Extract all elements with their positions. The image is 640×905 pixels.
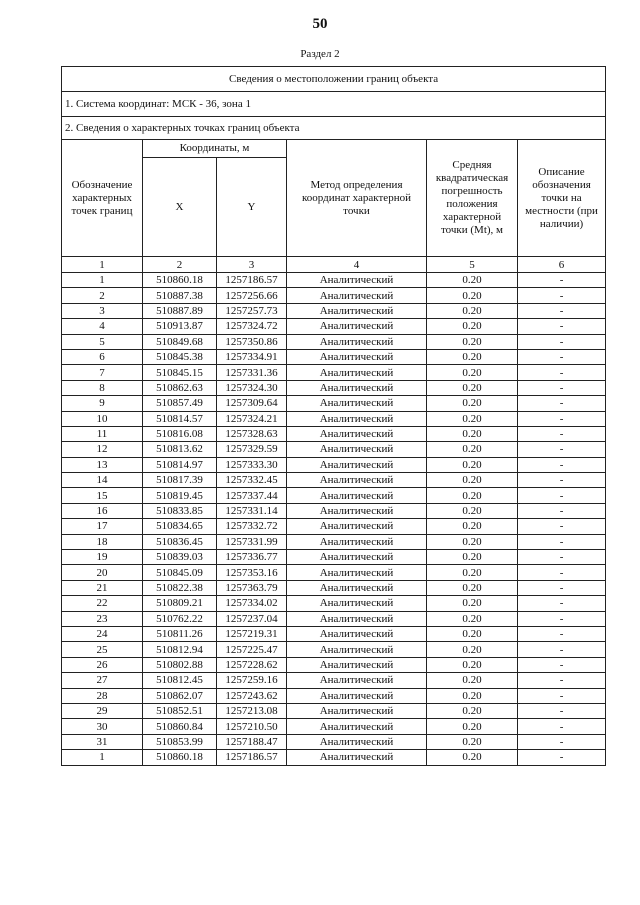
- cell-error: 0.20: [427, 565, 518, 580]
- table-row: [62, 580, 606, 595]
- table-row: [62, 457, 606, 472]
- cell-error: 0.20: [427, 411, 518, 426]
- cell-point: 8: [62, 380, 143, 395]
- cell-x: 510845.15: [143, 365, 217, 380]
- cell-error: 0.20: [427, 442, 518, 457]
- table-row: [62, 411, 606, 426]
- cell-error: 0.20: [427, 365, 518, 380]
- cell-y: 1257353.16: [217, 565, 287, 580]
- column-number: 1: [62, 257, 143, 273]
- cell-point: 31: [62, 734, 143, 749]
- cell-x: 510887.38: [143, 288, 217, 303]
- cell-point: 16: [62, 503, 143, 518]
- table-row: [62, 673, 606, 688]
- table-row: [62, 365, 606, 380]
- cell-y: 1257228.62: [217, 657, 287, 672]
- coord-system-row: 1. Система координат: МСК - 36, зона 1: [62, 92, 606, 117]
- header-point: Обозначение характерных точек границ: [62, 140, 143, 257]
- cell-method: Аналитический: [287, 596, 427, 611]
- cell-error: 0.20: [427, 688, 518, 703]
- cell-y: 1257259.16: [217, 673, 287, 688]
- cell-method: Аналитический: [287, 380, 427, 395]
- cell-y: 1257337.44: [217, 488, 287, 503]
- cell-point: 4: [62, 319, 143, 334]
- cell-x: 510814.57: [143, 411, 217, 426]
- column-number: 4: [287, 257, 427, 273]
- cell-method: Аналитический: [287, 273, 427, 288]
- header-error: Средняя квадратическая погрешность положения характерной точки (Mt), м: [427, 140, 518, 257]
- cell-method: Аналитический: [287, 642, 427, 657]
- cell-error: 0.20: [427, 719, 518, 734]
- cell-x: 510834.65: [143, 519, 217, 534]
- cell-y: 1257324.72: [217, 319, 287, 334]
- cell-point: 5: [62, 334, 143, 349]
- table-row: [62, 657, 606, 672]
- cell-method: Аналитический: [287, 519, 427, 534]
- cell-error: 0.20: [427, 503, 518, 518]
- cell-x: 510822.38: [143, 580, 217, 595]
- boundary-points-table: [61, 66, 606, 766]
- cell-error: 0.20: [427, 596, 518, 611]
- table-row: [62, 750, 606, 765]
- table-row: [62, 349, 606, 364]
- cell-error: 0.20: [427, 349, 518, 364]
- header-y: Y: [217, 158, 287, 257]
- cell-point: 22: [62, 596, 143, 611]
- cell-point: 27: [62, 673, 143, 688]
- cell-point: 15: [62, 488, 143, 503]
- cell-x: 510817.39: [143, 473, 217, 488]
- table-row: [62, 550, 606, 565]
- cell-y: 1257186.57: [217, 750, 287, 765]
- cell-point: 3: [62, 303, 143, 318]
- table-row: [62, 473, 606, 488]
- table-row: [62, 334, 606, 349]
- table-row: [62, 703, 606, 718]
- cell-point: 6: [62, 349, 143, 364]
- column-numbers-row: [62, 257, 606, 273]
- table-row: [62, 288, 606, 303]
- cell-x: 510913.87: [143, 319, 217, 334]
- cell-y: 1257188.47: [217, 734, 287, 749]
- cell-method: Аналитический: [287, 565, 427, 580]
- cell-error: 0.20: [427, 273, 518, 288]
- cell-x: 510862.63: [143, 380, 217, 395]
- cell-description: -: [518, 349, 606, 364]
- cell-description: -: [518, 442, 606, 457]
- cell-description: -: [518, 503, 606, 518]
- cell-method: Аналитический: [287, 719, 427, 734]
- cell-x: 510845.09: [143, 565, 217, 580]
- cell-y: 1257237.04: [217, 611, 287, 626]
- cell-error: 0.20: [427, 642, 518, 657]
- cell-point: 19: [62, 550, 143, 565]
- cell-point: 11: [62, 426, 143, 441]
- cell-description: -: [518, 580, 606, 595]
- cell-method: Аналитический: [287, 503, 427, 518]
- header-description: Описание обозначения точки на местности (при наличии): [518, 140, 606, 257]
- cell-y: 1257331.99: [217, 534, 287, 549]
- cell-point: 7: [62, 365, 143, 380]
- cell-error: 0.20: [427, 750, 518, 765]
- cell-x: 510811.26: [143, 626, 217, 641]
- cell-description: -: [518, 334, 606, 349]
- table-row: [62, 380, 606, 395]
- cell-description: -: [518, 565, 606, 580]
- cell-method: Аналитический: [287, 580, 427, 595]
- cell-description: -: [518, 626, 606, 641]
- cell-point: 13: [62, 457, 143, 472]
- cell-description: -: [518, 719, 606, 734]
- cell-error: 0.20: [427, 703, 518, 718]
- cell-y: 1257329.59: [217, 442, 287, 457]
- cell-description: -: [518, 750, 606, 765]
- points-title-row: 2. Сведения о характерных точках границ объекта: [62, 117, 606, 140]
- column-number: 3: [217, 257, 287, 273]
- cell-x: 510860.18: [143, 273, 217, 288]
- column-number: 5: [427, 257, 518, 273]
- table-row: [62, 596, 606, 611]
- cell-description: -: [518, 457, 606, 472]
- cell-y: 1257219.31: [217, 626, 287, 641]
- cell-error: 0.20: [427, 534, 518, 549]
- cell-method: Аналитический: [287, 611, 427, 626]
- cell-method: Аналитический: [287, 442, 427, 457]
- cell-y: 1257328.63: [217, 426, 287, 441]
- cell-y: 1257331.36: [217, 365, 287, 380]
- cell-y: 1257213.08: [217, 703, 287, 718]
- header-method: Метод определения координат характерной точки: [287, 140, 427, 257]
- cell-description: -: [518, 519, 606, 534]
- cell-point: 24: [62, 626, 143, 641]
- cell-error: 0.20: [427, 580, 518, 595]
- cell-description: -: [518, 411, 606, 426]
- cell-point: 28: [62, 688, 143, 703]
- cell-point: 25: [62, 642, 143, 657]
- cell-point: 20: [62, 565, 143, 580]
- cell-error: 0.20: [427, 303, 518, 318]
- cell-x: 510816.08: [143, 426, 217, 441]
- cell-description: -: [518, 657, 606, 672]
- cell-method: Аналитический: [287, 734, 427, 749]
- cell-x: 510849.68: [143, 334, 217, 349]
- cell-description: -: [518, 488, 606, 503]
- cell-description: -: [518, 303, 606, 318]
- table-row: [62, 519, 606, 534]
- cell-error: 0.20: [427, 288, 518, 303]
- table-row: [62, 734, 606, 749]
- cell-error: 0.20: [427, 519, 518, 534]
- cell-error: 0.20: [427, 457, 518, 472]
- cell-y: 1257331.14: [217, 503, 287, 518]
- cell-x: 510887.89: [143, 303, 217, 318]
- cell-description: -: [518, 550, 606, 565]
- cell-description: -: [518, 380, 606, 395]
- cell-x: 510852.51: [143, 703, 217, 718]
- cell-y: 1257336.77: [217, 550, 287, 565]
- header-coords: Координаты, м: [143, 140, 287, 158]
- cell-method: Аналитический: [287, 319, 427, 334]
- table-row: [62, 534, 606, 549]
- cell-point: 21: [62, 580, 143, 595]
- cell-method: Аналитический: [287, 396, 427, 411]
- cell-point: 23: [62, 611, 143, 626]
- table-row: [62, 626, 606, 641]
- cell-point: 1: [62, 273, 143, 288]
- cell-description: -: [518, 426, 606, 441]
- cell-point: 30: [62, 719, 143, 734]
- cell-y: 1257333.30: [217, 457, 287, 472]
- table-row: [62, 273, 606, 288]
- cell-method: Аналитический: [287, 688, 427, 703]
- cell-x: 510839.03: [143, 550, 217, 565]
- cell-error: 0.20: [427, 319, 518, 334]
- cell-description: -: [518, 703, 606, 718]
- cell-y: 1257256.66: [217, 288, 287, 303]
- cell-description: -: [518, 473, 606, 488]
- cell-point: 10: [62, 411, 143, 426]
- cell-method: Аналитический: [287, 550, 427, 565]
- cell-method: Аналитический: [287, 703, 427, 718]
- cell-y: 1257257.73: [217, 303, 287, 318]
- cell-method: Аналитический: [287, 750, 427, 765]
- cell-x: 510845.38: [143, 349, 217, 364]
- column-number: 6: [518, 257, 606, 273]
- table-row: [62, 442, 606, 457]
- cell-error: 0.20: [427, 611, 518, 626]
- cell-point: 1: [62, 750, 143, 765]
- cell-error: 0.20: [427, 673, 518, 688]
- table-row: [62, 488, 606, 503]
- cell-error: 0.20: [427, 380, 518, 395]
- cell-error: 0.20: [427, 488, 518, 503]
- cell-point: 12: [62, 442, 143, 457]
- cell-error: 0.20: [427, 657, 518, 672]
- cell-point: 18: [62, 534, 143, 549]
- cell-x: 510814.97: [143, 457, 217, 472]
- table-row: [62, 688, 606, 703]
- cell-error: 0.20: [427, 626, 518, 641]
- cell-y: 1257363.79: [217, 580, 287, 595]
- cell-error: 0.20: [427, 734, 518, 749]
- cell-point: 29: [62, 703, 143, 718]
- table-row: [62, 426, 606, 441]
- cell-y: 1257186.57: [217, 273, 287, 288]
- cell-y: 1257350.86: [217, 334, 287, 349]
- cell-description: -: [518, 273, 606, 288]
- cell-x: 510819.45: [143, 488, 217, 503]
- cell-x: 510836.45: [143, 534, 217, 549]
- cell-x: 510812.94: [143, 642, 217, 657]
- cell-x: 510812.45: [143, 673, 217, 688]
- cell-method: Аналитический: [287, 673, 427, 688]
- cell-error: 0.20: [427, 396, 518, 411]
- cell-y: 1257334.02: [217, 596, 287, 611]
- cell-point: 9: [62, 396, 143, 411]
- cell-x: 510860.18: [143, 750, 217, 765]
- cell-description: -: [518, 319, 606, 334]
- cell-x: 510862.07: [143, 688, 217, 703]
- cell-description: -: [518, 642, 606, 657]
- table-row: [62, 396, 606, 411]
- cell-description: -: [518, 688, 606, 703]
- cell-method: Аналитический: [287, 457, 427, 472]
- column-number: 2: [143, 257, 217, 273]
- cell-method: Аналитический: [287, 534, 427, 549]
- cell-y: 1257334.91: [217, 349, 287, 364]
- cell-error: 0.20: [427, 473, 518, 488]
- cell-y: 1257324.21: [217, 411, 287, 426]
- cell-x: 510809.21: [143, 596, 217, 611]
- cell-x: 510833.85: [143, 503, 217, 518]
- table-row: [62, 642, 606, 657]
- cell-description: -: [518, 365, 606, 380]
- cell-x: 510813.62: [143, 442, 217, 457]
- header-x: X: [143, 158, 217, 257]
- cell-description: -: [518, 534, 606, 549]
- table-row: [62, 611, 606, 626]
- cell-method: Аналитический: [287, 657, 427, 672]
- cell-error: 0.20: [427, 334, 518, 349]
- cell-y: 1257243.62: [217, 688, 287, 703]
- cell-method: Аналитический: [287, 303, 427, 318]
- cell-y: 1257332.45: [217, 473, 287, 488]
- cell-description: -: [518, 673, 606, 688]
- cell-method: Аналитический: [287, 288, 427, 303]
- cell-point: 17: [62, 519, 143, 534]
- cell-description: -: [518, 288, 606, 303]
- cell-y: 1257210.50: [217, 719, 287, 734]
- cell-point: 26: [62, 657, 143, 672]
- cell-method: Аналитический: [287, 473, 427, 488]
- cell-x: 510857.49: [143, 396, 217, 411]
- cell-point: 2: [62, 288, 143, 303]
- cell-y: 1257324.30: [217, 380, 287, 395]
- cell-error: 0.20: [427, 426, 518, 441]
- page-number: 50: [312, 16, 328, 32]
- cell-method: Аналитический: [287, 626, 427, 641]
- cell-method: Аналитический: [287, 411, 427, 426]
- table-row: [62, 719, 606, 734]
- table-body: [62, 273, 606, 766]
- cell-point: 14: [62, 473, 143, 488]
- cell-error: 0.20: [427, 550, 518, 565]
- table-title: Сведения о местоположении границ объекта: [62, 67, 606, 92]
- cell-x: 510802.88: [143, 657, 217, 672]
- table-row: [62, 565, 606, 580]
- cell-description: -: [518, 396, 606, 411]
- cell-description: -: [518, 734, 606, 749]
- section-label: Раздел 2: [300, 48, 340, 60]
- cell-description: -: [518, 596, 606, 611]
- cell-y: 1257332.72: [217, 519, 287, 534]
- cell-method: Аналитический: [287, 488, 427, 503]
- table-row: [62, 303, 606, 318]
- cell-method: Аналитический: [287, 365, 427, 380]
- cell-method: Аналитический: [287, 349, 427, 364]
- cell-x: 510860.84: [143, 719, 217, 734]
- cell-method: Аналитический: [287, 334, 427, 349]
- table-row: [62, 503, 606, 518]
- cell-y: 1257225.47: [217, 642, 287, 657]
- cell-method: Аналитический: [287, 426, 427, 441]
- cell-x: 510853.99: [143, 734, 217, 749]
- cell-x: 510762.22: [143, 611, 217, 626]
- cell-description: -: [518, 611, 606, 626]
- table-row: [62, 319, 606, 334]
- cell-y: 1257309.64: [217, 396, 287, 411]
